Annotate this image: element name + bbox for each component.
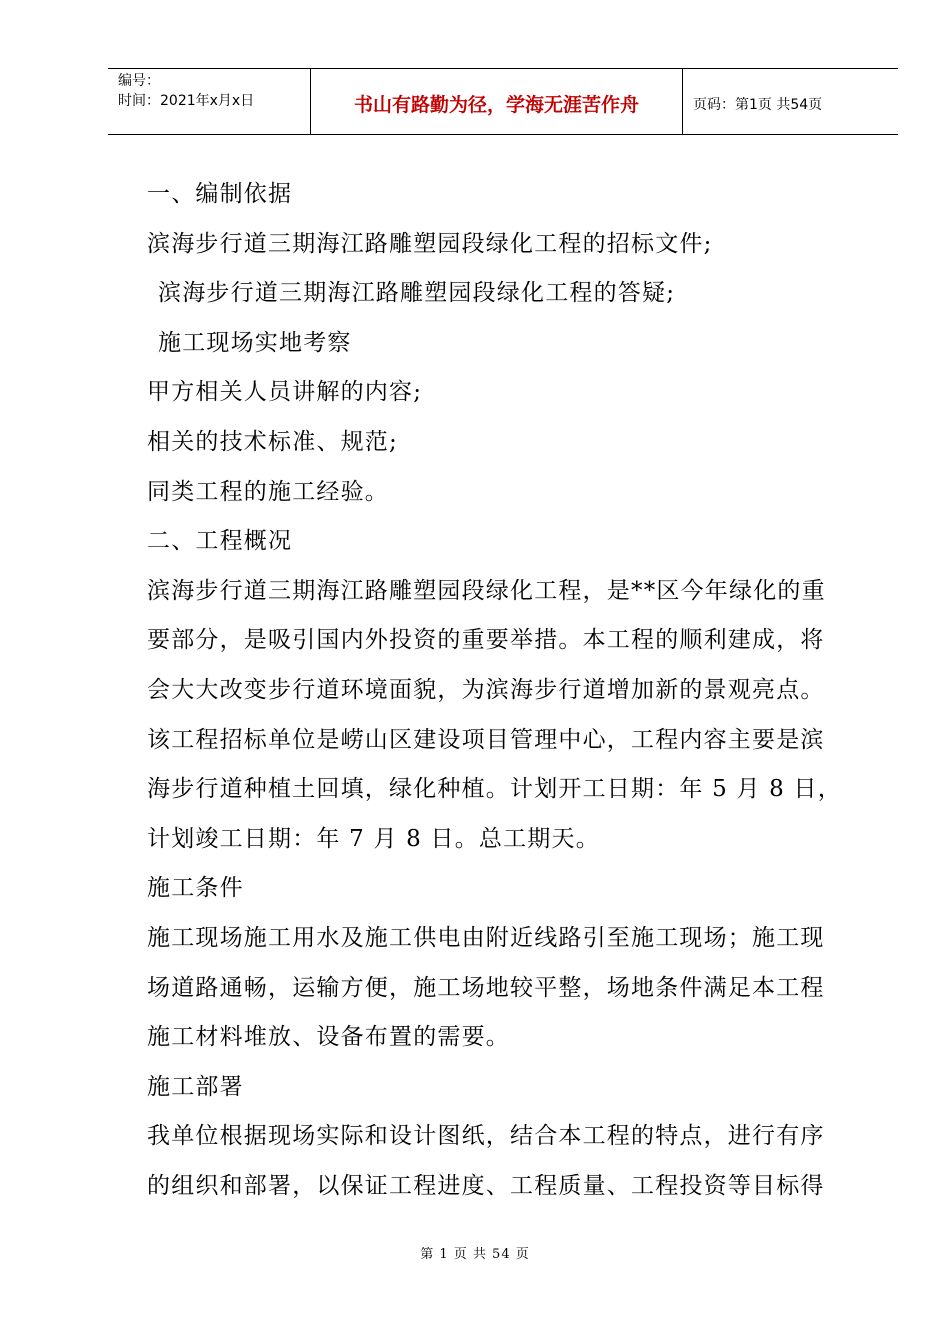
subsection-heading: 施工部署 [147,1073,244,1100]
page-header [108,68,898,135]
document-number: 编号： [118,73,160,89]
body-line: 场道路通畅，运输方便，施工场地较平整，场地条件满足本工程 [147,974,825,1001]
document-date: 时间：2021年x月x日 [118,93,255,109]
header-page-info: 页码：第1页 共54页 [693,96,823,113]
body-line: 的组织和部署，以保证工程进度、工程质量、工程投资等目标得 [147,1172,825,1199]
body-line: 甲方相关人员讲解的内容; [147,379,423,406]
section-heading: 二、工程概况 [147,528,293,555]
document-body [147,170,867,1211]
body-line: 施工现场实地考察 [158,329,352,356]
body-line: 海步行道种植土回填，绿化种植。计划开工日期：年 5 月 8 日， [147,776,842,803]
page-footer: 第 1 页 共 54 页 [420,1247,530,1262]
body-line: 同类工程的施工经验。 [147,478,389,505]
body-line: 计划竣工日期：年 7 月 8 日。总工期天。 [147,825,600,852]
body-line: 该工程招标单位是崂山区建设项目管理中心，工程内容主要是滨 [147,726,825,753]
section-heading: 一、编制依据 [147,181,293,207]
header-motto: 书山有路勤为径，学海无涯苦作舟 [311,69,683,134]
body-line: 要部分，是吸引国内外投资的重要举措。本工程的顺利建成，将 [147,627,825,654]
body-line: 我单位根据现场实际和设计图纸，结合本工程的特点，进行有序 [147,1123,825,1150]
subsection-heading: 施工条件 [147,875,244,902]
body-line: 施工现场施工用水及施工供电由附近线路引至施工现场；施工现 [147,924,825,951]
body-line: 滨海步行道三期海江路雕塑园段绿化工程，是**区今年绿化的重 [147,577,826,604]
body-line: 相关的技术标准、规范; [147,428,398,455]
header-meta [108,69,311,134]
body-line: 施工材料堆放、设备布置的需要。 [147,1024,510,1051]
body-line: 滨海步行道三期海江路雕塑园段绿化工程的答疑; [158,280,676,307]
body-line: 滨海步行道三期海江路雕塑园段绿化工程的招标文件; [147,230,713,257]
body-line: 会大大改变步行道环境面貌，为滨海步行道增加新的景观亮点。 [147,676,825,703]
